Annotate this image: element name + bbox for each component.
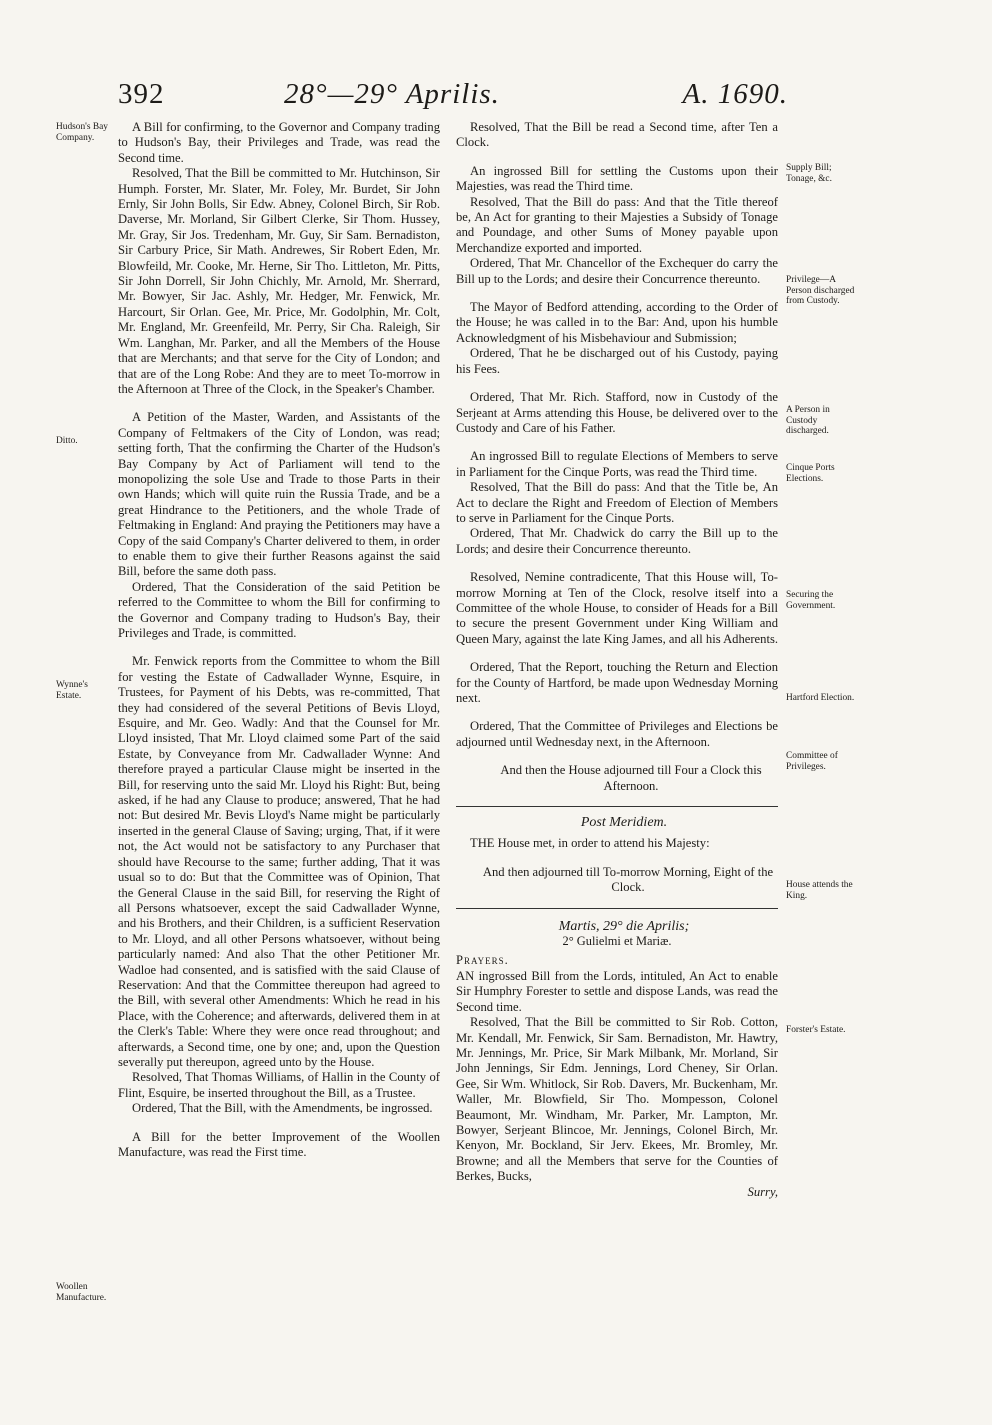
paragraph: Ordered, That Mr. Chancellor of the Exchequer do carry the Bill up to the Lords; and desire their Concurrence thereunto. bbox=[456, 256, 778, 286]
right-column bbox=[456, 120, 778, 1200]
paragraph: And then adjourned till To-morrow Morning, Eight of the Clock. bbox=[482, 864, 774, 895]
paragraph: Ordered, That Mr. Chadwick do carry the Bill up to the Lords; and desire their Concurrence thereunto. bbox=[456, 526, 778, 556]
paragraph: Ordered, That he be discharged out of his Custody, paying his Fees. bbox=[456, 346, 778, 376]
paragraph: Resolved, That the Bill be read a Second time, after Ten a Clock. bbox=[456, 120, 778, 150]
paragraph: Ordered, That the Committee of Privileges and Elections be adjourned until Wednesday next, in the Afternoon. bbox=[456, 719, 778, 749]
section-rule bbox=[456, 908, 778, 909]
paragraph: Resolved, That the Bill be committed to Sir Rob. Cotton, Mr. Kendall, Mr. Fenwick, Sir Sam. Bernadiston, Mr. Hawtry, Mr. Jennings, Mr. Price, Sir Mark Milbank, Mr. Morland, Sir John Jennings, Sir Edm. Jennings, Lord Cheney, Sir Orlan. Gee, Sir Wm. Whitlock, Sir Rob. Davers, Mr. Buckenham, Mr. Waller, Mr. Blowfield, Sir Tho. Mompesson, Colonel Beaumont, Mr. Windham, Mr. Parker, Mr. Lampton, Mr. Bowyer, Serjeant Blincoe, Mr. Jennings, Colonel Birch, Mr. Kenyon, Mr. Bockland, Sir Jerv. Ekees, Mr. Bromley, Mr. Browne; and all the Members that serve for the Counties of Berkes, Bucks, bbox=[456, 1015, 778, 1184]
paragraph: Mr. Fenwick reports from the Committee to whom the Bill for vesting the Estate of Cadwallader Wynne, Esquire, in Trustees, for Payment of his Debts, was re-committed, That they had considered of the several Petitions of Bevis Lloyd, Esquire, and Mr. Geo. Wadly: And that the Counsel for Mr. Lloyd insisted, That Mr. Lloyd claimed some Part of the said Estate, by Conveyance from Mr. Cadwallader Wynne: And therefore prayed a particular Clause might be inserted in the Bill, for reserving unto the said Mr. Lloyd his Right: But, being asked, if he had any Clause to produce; answered, That he had not: But desired Mr. Bevis Lloyd's Name might be particularly inserted in the general Clause of Saving; urging, That, if it were not, the Act would not be satisfactory to any Purchaser that should have Recourse to the same; further adding, That it was usual so to do: But that the Committee was of Opinion, That the General Clause in the said Bill, for reserving the Right of all Persons whatsoever, except the said Cadwallader Wynne, and his Brothers, and their Children, is a sufficient Reservation to Mr. Lloyd, and all other Persons whatsoever, without being particularly named: And also That the other Petitioner Mr. Wadloe had consented, and is satisfied with the said Clause of Reservation: And that the Committee thereupon had agreed to the Bill, with several other Amendments: Which he read in his Place, with the Coherence; and afterwards, delivered them in at the Clerk's Table: Where they were once read throughout; and afterwards, a Second time, one by one; and, upon the Question severally put thereupon, agreed unto by the House. bbox=[118, 654, 440, 1069]
paragraph: Ordered, That the Consideration of the said Petition be referred to the Committee to whom the Bill for confirming to the Governor and Company trading to Hudson's Bay, their Privileges and Trade, is committed. bbox=[118, 579, 440, 640]
catchword: Surry, bbox=[747, 1184, 778, 1199]
margin-note: Ditto. bbox=[56, 436, 78, 446]
left-column bbox=[118, 120, 440, 1160]
margin-note: Cinque Ports Elections. bbox=[786, 463, 835, 484]
margin-note: Forster's Estate. bbox=[786, 1025, 846, 1035]
header-year: A. 1690. bbox=[682, 78, 788, 110]
paragraph: An ingrossed Bill to regulate Elections of Members to serve in Parliament for the Cinque Ports, was read the Third time. bbox=[456, 449, 778, 479]
paragraph: Resolved, That the Bill do pass: And that the Title be, An Act to declare the Right and Freedom of Election of Members to serve in Parliament for the Cinque Ports. bbox=[456, 480, 778, 525]
margin-note: Securing the Government. bbox=[786, 590, 836, 611]
paragraph: THE House met, in order to attend his Majesty: bbox=[470, 836, 710, 851]
paragraph: Ordered, That Mr. Rich. Stafford, now in Custody of the Serjeant at Arms attending this House, be delivered over to the Custody and Care of his Father. bbox=[456, 390, 778, 435]
paragraph: AN ingrossed Bill from the Lords, intituled, An Act to enable Sir Humphry Forester to settle and dispose Lands, was read the Second time. bbox=[456, 968, 778, 1014]
prayers-label: Prayers. bbox=[456, 953, 509, 968]
margin-note: House attends the King. bbox=[786, 880, 853, 901]
paragraph: An ingrossed Bill for settling the Customs upon their Majesties, was read the Third time. bbox=[456, 163, 778, 194]
paragraph: A Bill for the better Improvement of the Woollen Manufacture, was read the First time. bbox=[118, 1129, 440, 1159]
paragraph: A Petition of the Master, Warden, and Assistants of the Company of Feltmakers of the City of London, was read; setting forth, That the confirming the Charter of the Hudson's Bay Company by Act of Parliament will tend to the monopolizing the sole Use and Trade to those Parts in their own Hands; which will quite ruin the Russia Trade, and be a great Hindrance to the Petitioners, and the whole Trade of Feltmaking in England: And praying the Petitioners may have a Copy of the said Company's Charter delivered to them, in order to enable them to give their further Reasons against the said Bill, before the same doth pass. bbox=[118, 410, 440, 579]
reign-line: 2° Gulielmi et Mariæ. bbox=[562, 934, 672, 949]
section-rule bbox=[456, 806, 778, 807]
margin-note: Hartford Election. bbox=[786, 693, 855, 703]
margin-note: A Person in Custody discharged. bbox=[786, 405, 830, 437]
margin-note: Woollen Manufacture. bbox=[56, 1282, 107, 1303]
paragraph: Ordered, That the Report, touching the Return and Election for the County of Hartford, be made upon Wednesday Morning next. bbox=[456, 660, 778, 705]
section-heading: Post Meridiem. bbox=[580, 815, 668, 831]
margin-note: Committee of Privileges. bbox=[786, 751, 838, 772]
paragraph: Resolved, That Thomas Williams, of Hallin in the County of Flint, Esquire, be inserted throughout the Bill, as a Trustee. bbox=[118, 1070, 440, 1100]
paragraph: Resolved, That the Bill do pass: And that the Title thereof be, An Act for granting to their Majesties a Subsidy of Tonage and Poundage, and other Sums of Money payable upon Merchandize exported and imported. bbox=[456, 194, 778, 255]
paragraph: A Bill for confirming, to the Governor and Company trading to Hudson's Bay, their Privileges and Trade, was read the Second time. bbox=[118, 120, 440, 165]
paragraph: The Mayor of Bedford attending, according to the Order of the House; he was called in to the Bar: And, upon his humble Acknowledgment of his Misbehaviour and Submission; bbox=[456, 300, 778, 345]
page-header bbox=[118, 78, 788, 118]
margin-note: Supply Bill; Tonage, &c. bbox=[786, 163, 832, 184]
page-number: 392 bbox=[118, 78, 165, 110]
paragraph: Ordered, That the Bill, with the Amendments, be ingrossed. bbox=[132, 1101, 433, 1116]
header-date: 28°—29° Aprilis. bbox=[284, 78, 500, 110]
margin-note: Wynne's Estate. bbox=[56, 680, 88, 701]
paragraph: Resolved, That the Bill be committed to Mr. Hutchinson, Sir Humph. Forster, Mr. Slater, Mr. Foley, Mr. Burdet, Sir John Ernly, Sir John Bolls, Sir Edw. Abney, Colonel Birch, Sir Rob. Daverse, Mr. Morland, Sir Gilbert Clerke, Sir Thom. Hussey, Mr. Gray, Sir Jos. Tredenham, Mr. Guy, Sir Sam. Bernadiston, Sir Carbury Price, Sir Math. Andrewes, Sir Robert Eden, Mr. Blowfeild, Mr. Cooke, Mr. Herne, Sir Tho. Littleton, Mr. Pitts, Sir John Dorrell, Sir John Chichly, Mr. Arnold, Mr. Sherrard, Mr. Bowyer, Sir Jac. Ashly, Mr. Hedger, Mr. Fenwick, Mr. Harcourt, Sir Orlan. Gee, Mr. Price, Mr. Godolphin, Mr. Colt, Mr. England, Mr. Greenfeild, Mr. Perry, Sir Cha. Raleigh, Sir Wm. Langhan, Mr. Parker, and all the Members of the House that are Merchants; and that serve for the City of London; and that are of the Long Robe: And they are to meet To-morrow in the Afternoon at Three of the Clock, in the Speaker's Chamber. bbox=[118, 166, 440, 396]
margin-note: Hudson's Bay Company. bbox=[56, 122, 108, 143]
paragraph: Resolved, Nemine contradicente, That this House will, To-morrow Morning at Ten of the Clock, resolve itself into a Committee of the whole House, to consider of Heads for a Bill to secure the present Government under King William and Queen Mary, against the late King James, and all his Adherents. bbox=[456, 570, 778, 646]
margin-note: Privilege—A Person discharged from Custody. bbox=[786, 275, 855, 307]
paragraph: And then the House adjourned till Four a Clock this Afternoon. bbox=[500, 763, 762, 793]
day-heading: Martis, 29° die Aprilis; bbox=[558, 918, 690, 934]
